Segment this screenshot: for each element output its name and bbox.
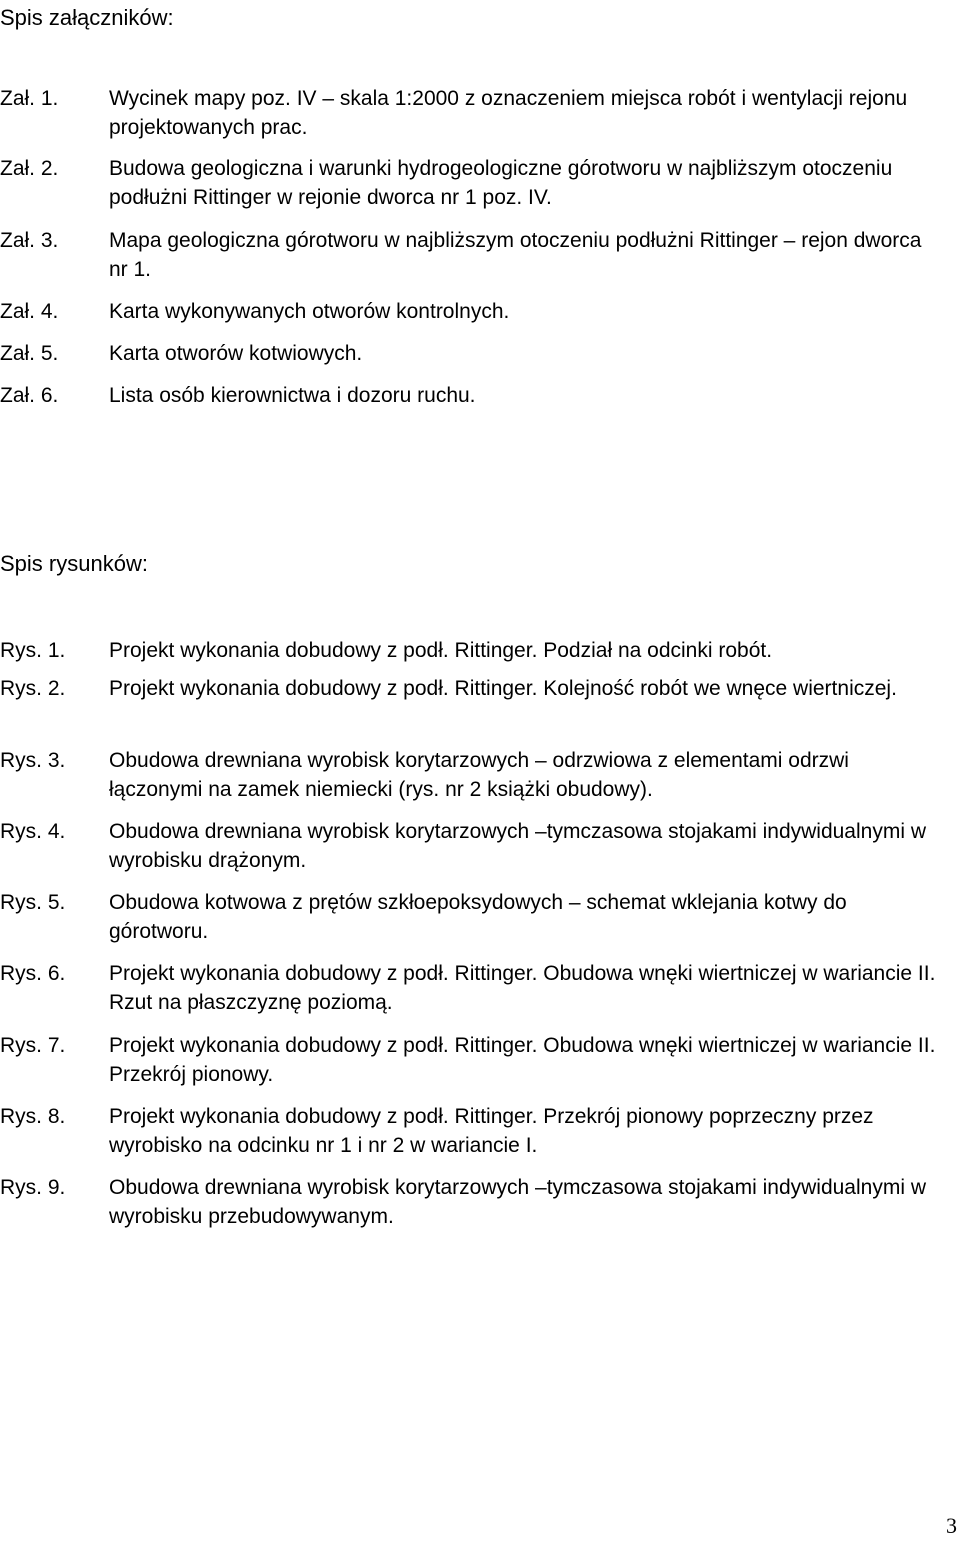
drawing-description: Projekt wykonania dobudowy z podł. Rittinger. Kolejność robót we wnęce wiertniczej.: [109, 677, 897, 700]
drawing-number: Rys. 1.: [0, 639, 66, 662]
attachment-item: [0, 339, 945, 368]
drawing-item: [0, 888, 945, 946]
attachment-number: Zał. 2.: [0, 157, 59, 180]
attachment-description: Budowa geologiczna i warunki hydrogeologiczne górotworu w najbliższym otoczeniu podłużni Rittinger w rejonie dworca nr 1 poz. IV.: [109, 157, 893, 209]
attachment-item: [0, 381, 945, 410]
page-number: 3: [946, 1513, 957, 1538]
drawing-number: Rys. 7.: [0, 1034, 66, 1057]
drawing-item: [0, 959, 945, 1017]
attachment-description: Karta otworów kotwiowych.: [109, 342, 363, 365]
attachment-number: Zał. 5.: [0, 342, 59, 365]
drawing-number: Rys. 2.: [0, 677, 66, 700]
drawing-number: Rys. 3.: [0, 749, 66, 772]
drawing-description: Projekt wykonania dobudowy z podł. Rittinger. Podział na odcinki robót.: [109, 639, 773, 662]
drawing-number: Rys. 5.: [0, 891, 66, 914]
attachment-description: Mapa geologiczna górotworu w najbliższym otoczeniu podłużni Rittinger – rejon dworca nr 1.: [109, 229, 922, 281]
drawing-item: [0, 746, 945, 804]
attachment-number: Zał. 4.: [0, 300, 59, 323]
attachment-number: Zał. 3.: [0, 229, 59, 252]
attachment-item: [0, 154, 945, 212]
attachment-item: [0, 84, 945, 142]
drawing-number: Rys. 9.: [0, 1176, 66, 1199]
drawing-description: Projekt wykonania dobudowy z podł. Rittinger. Obudowa wnęki wiertniczej w wariancie II. Przekrój pionowy.: [109, 1034, 936, 1086]
attachment-item: [0, 226, 945, 284]
attachment-number: Zał. 1.: [0, 87, 59, 110]
drawing-number: Rys. 8.: [0, 1105, 66, 1128]
drawing-item: [0, 817, 945, 875]
drawing-item: [0, 1031, 945, 1089]
attachment-description: Karta wykonywanych otworów kontrolnych.: [109, 300, 510, 323]
drawing-item: [0, 674, 945, 703]
attachment-number: Zał. 6.: [0, 384, 59, 407]
drawing-description: Obudowa kotwowa z prętów szkłoepoksydowych – schemat wklejania kotwy do górotworu.: [109, 891, 847, 943]
drawing-number: Rys. 6.: [0, 962, 66, 985]
attachment-item: [0, 297, 945, 326]
drawing-description: Obudowa drewniana wyrobisk korytarzowych –tymczasowa stojakami indywidualnymi w wyrobisku przebudowywanym.: [109, 1176, 926, 1228]
drawing-item: [0, 636, 945, 665]
drawing-description: Projekt wykonania dobudowy z podł. Rittinger. Obudowa wnęki wiertniczej w wariancie II. Rzut na płaszczyznę poziomą.: [109, 962, 936, 1014]
drawing-description: Projekt wykonania dobudowy z podł. Rittinger. Przekrój pionowy poprzeczny przez wyrobisko na odcinku nr 1 i nr 2 w wariancie I.: [109, 1105, 874, 1157]
drawing-item: [0, 1102, 945, 1160]
drawing-number: Rys. 4.: [0, 820, 66, 843]
attachment-description: Wycinek mapy poz. IV – skala 1:2000 z oznaczeniem miejsca robót i wentylacji rejonu projektowanych prac.: [109, 87, 908, 139]
attachments-heading: Spis załączników:: [0, 5, 174, 30]
drawing-description: Obudowa drewniana wyrobisk korytarzowych –tymczasowa stojakami indywidualnymi w wyrobisku drążonym.: [109, 820, 926, 872]
attachment-description: Lista osób kierownictwa i dozoru ruchu.: [109, 384, 476, 407]
drawing-description: Obudowa drewniana wyrobisk korytarzowych – odrzwiowa z elementami odrzwi łączonymi na zamek niemiecki (rys. nr 2 książki obudowy).: [109, 749, 849, 801]
drawings-heading: Spis rysunków:: [0, 551, 148, 576]
drawing-item: [0, 1173, 945, 1231]
